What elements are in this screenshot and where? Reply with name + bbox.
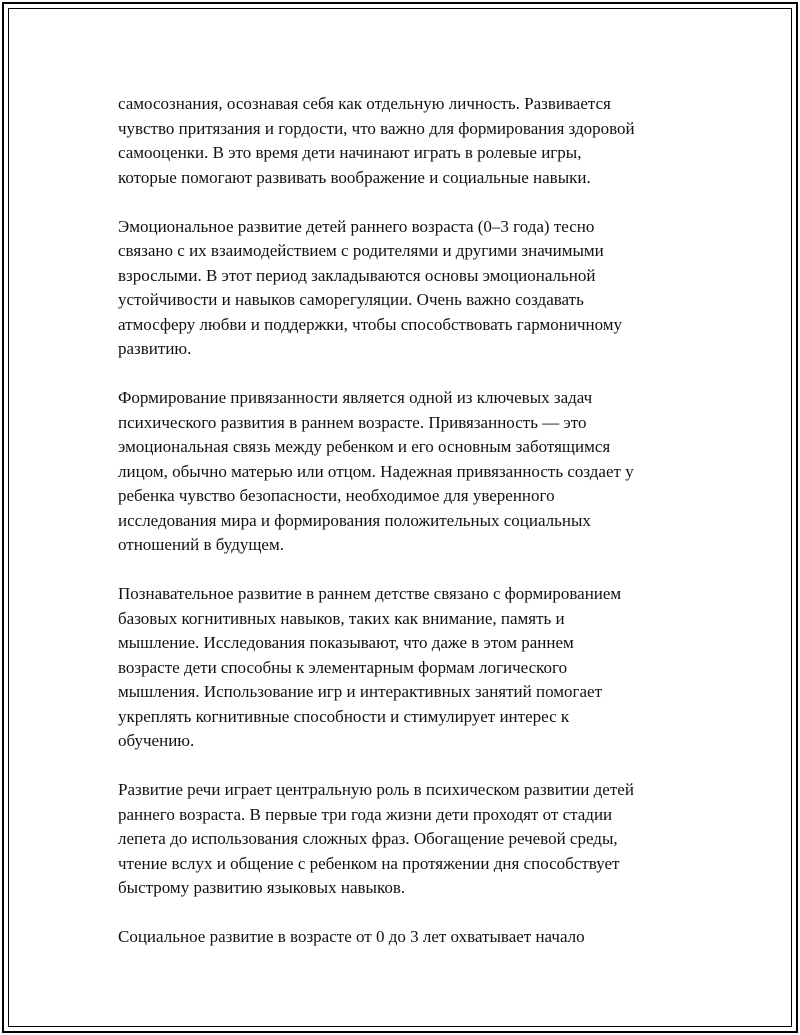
document-body	[118, 92, 698, 974]
paragraph-social-development: Социальное развитие в возрасте от 0 до 3 лет охватывает начало	[118, 927, 585, 946]
paragraph-speech-development: Развитие речи играет центральную роль в психическом развитии детей раннего возраста. В первые три года жизни дети проходят от стадии лепета до использования сложных фраз. Обогащение речевой среды, чтение вслух и общение с ребенком на протяжении дня способствует быстрому развитию языковых навыков.	[118, 780, 634, 897]
paragraph-attachment: Формирование привязанности является одной из ключевых задач психического развития в раннем возрасте. Привязанность — это эмоциональная связь между ребенком и его основным заботящимся лицом, обычно матерью или отцом. Надежная привязанность создает у ребенка чувство безопасности, необходимое для уверенного исследования мира и формирования положительных социальных отношений в будущем.	[118, 388, 634, 554]
paragraph-self-awareness: самосознания, осознавая себя как отдельную личность. Развивается чувство притязания и гордости, что важно для формирования здоровой самооценки. В это время дети начинают играть в ролевые игры, которые помогают развивать воображение и социальные навыки.	[118, 94, 635, 187]
paragraph-emotional-development: Эмоциональное развитие детей раннего возраста (0–3 года) тесно связано с их взаимодействием с родителями и другими значимыми взрослыми. В этот период закладываются основы эмоциональной устойчивости и навыков саморегуляции. Очень важно создавать атмосферу любви и поддержки, чтобы способствовать гармоничному развитию.	[118, 216, 623, 358]
paragraph-cognitive-development: Познавательное развитие в раннем детстве связано с формированием базовых когнитивных навыков, таких как внимание, память и мышление. Исследования показывают, что даже в этом раннем возрасте дети способны к элементарным формам логического мышления. Использование игр и интерактивных занятий помогает укреплять когнитивные способности и стимулирует интерес к обучению.	[118, 584, 622, 750]
